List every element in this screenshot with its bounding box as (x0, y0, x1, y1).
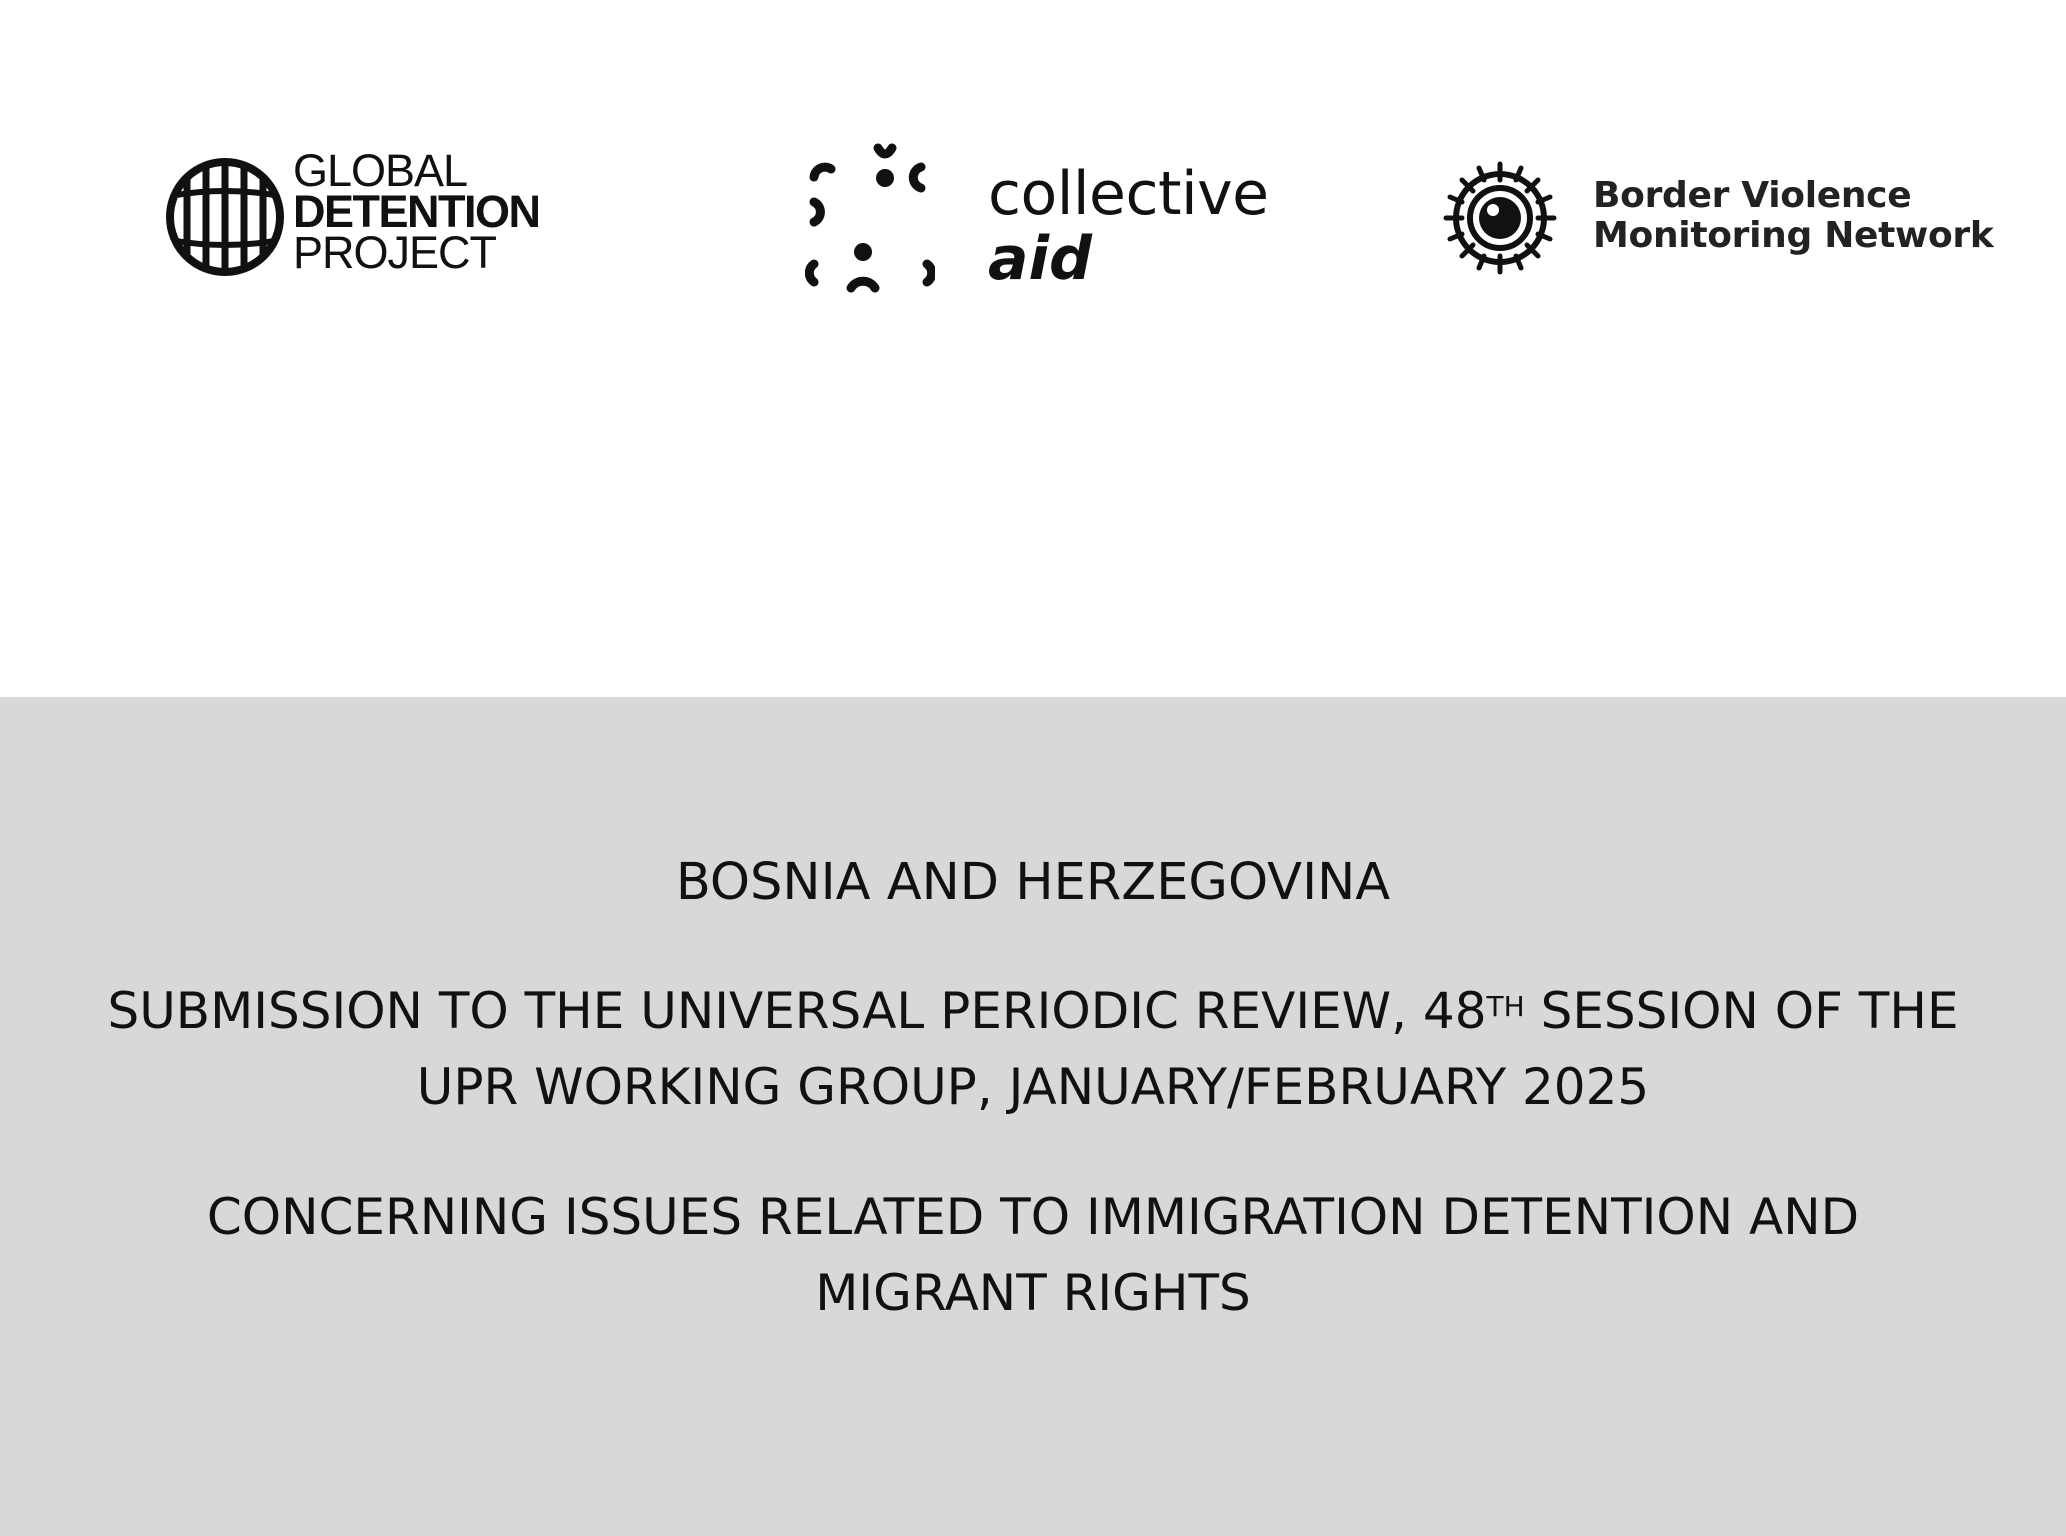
submission-text-post: SESSION OF THE (1524, 982, 1959, 1040)
submission-text-pre: SUBMISSION TO THE UNIVERSAL PERIODIC REVIEW, 48 (107, 982, 1487, 1040)
title-band (0, 697, 2066, 1536)
barbed-eye-icon (1440, 158, 1560, 278)
gdp-line-global: GLOBAL (293, 145, 468, 196)
submission-line-2: UPR WORKING GROUP, JANUARY/FEBRUARY 2025 (416, 1058, 1650, 1116)
bvmn-line-border-violence: Border Violence (1593, 175, 1912, 216)
aid-word: aid (988, 224, 1093, 294)
collective-word: collective (988, 159, 1269, 229)
submission-line-1 (0, 973, 2066, 1049)
concerning-title (0, 1179, 2066, 1331)
gdp-line-project: PROJECT (293, 227, 497, 278)
dots-circle-icon (805, 140, 935, 300)
logo-header (0, 0, 2066, 697)
globe-bars-icon (165, 155, 285, 279)
bvmn-line-monitoring-network: Monitoring Network (1593, 215, 1994, 256)
concerning-line-2: MIGRANT RIGHTS (815, 1264, 1251, 1322)
gdp-line-detention: DETENTION (293, 186, 540, 237)
submission-title (0, 973, 2066, 1125)
country-title: BOSNIA AND HERZEGOVINA (675, 853, 1391, 912)
border-violence-monitoring-network-logo (1440, 158, 2000, 278)
collective-aid-logo (805, 140, 1275, 300)
submission-superscript: TH (1486, 990, 1525, 1023)
concerning-line-1: CONCERNING ISSUES RELATED TO IMMIGRATION DETENTION AND (206, 1188, 1860, 1246)
global-detention-project-logo (165, 145, 585, 290)
